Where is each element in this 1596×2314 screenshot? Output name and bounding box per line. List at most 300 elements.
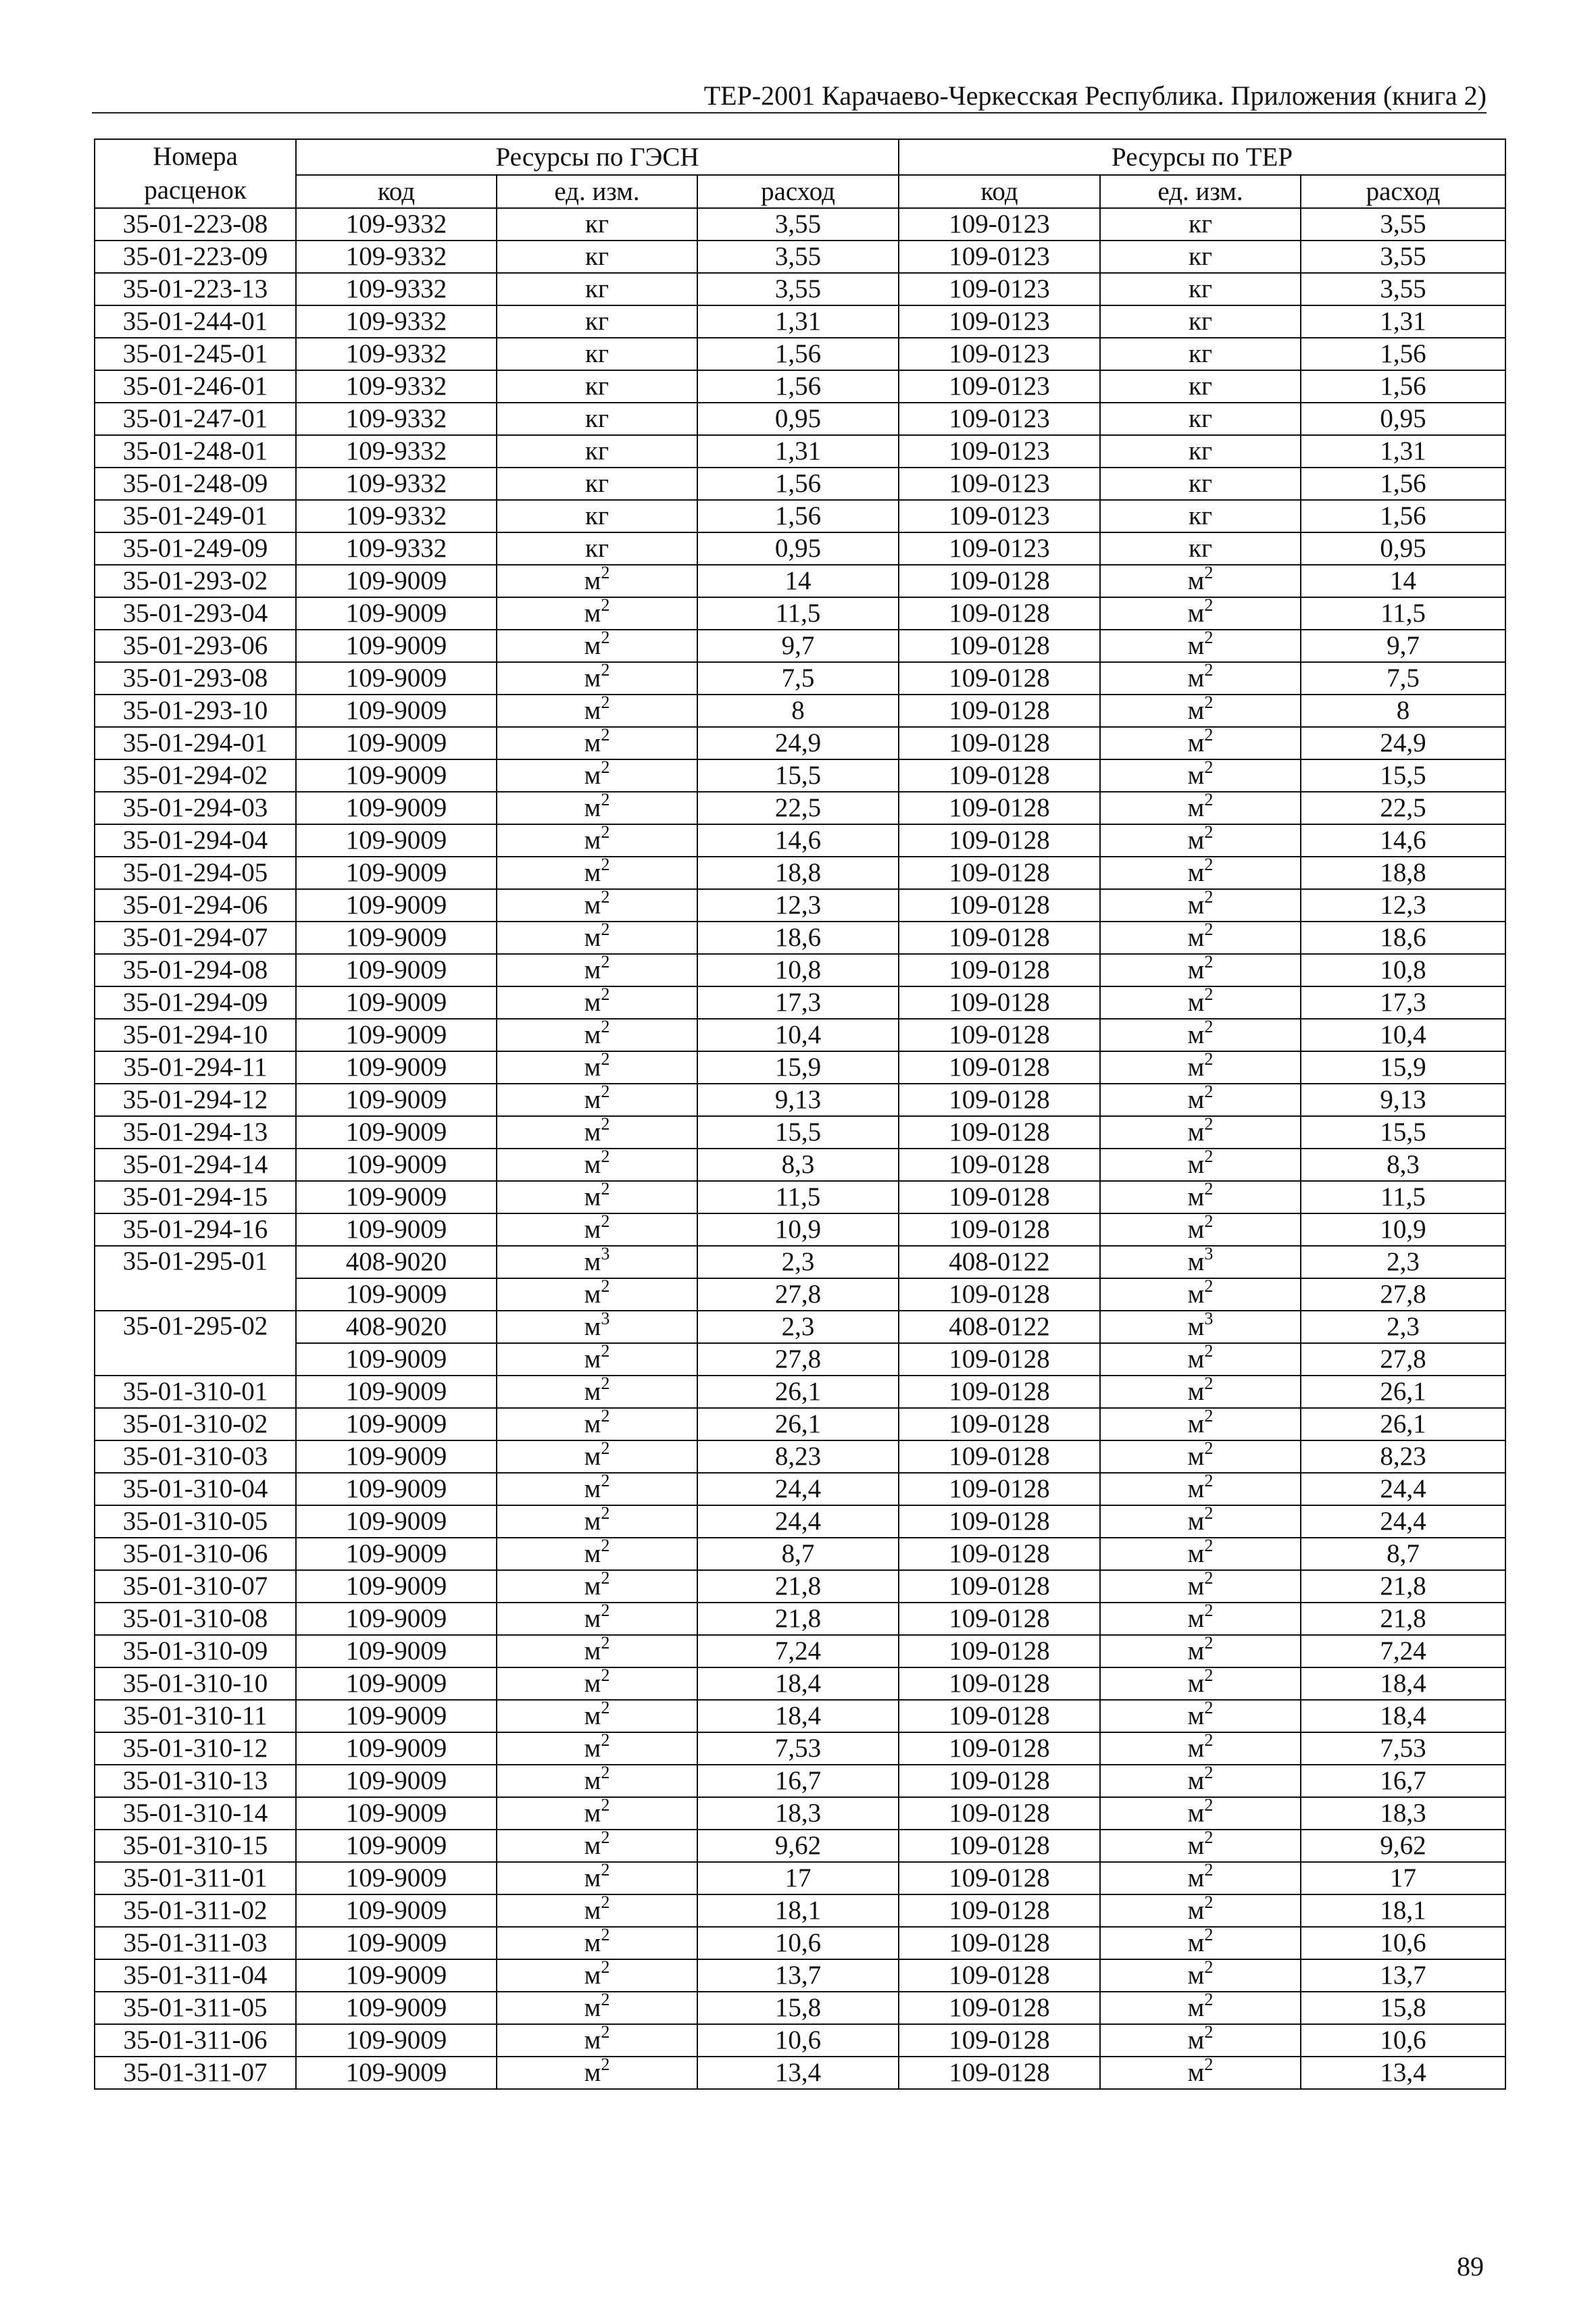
- table-row: [95, 1311, 1505, 1343]
- gesn-qty-cell: 13,7: [697, 1959, 899, 1992]
- unit-base: м: [1187, 1117, 1205, 1147]
- ter-qty-cell: 10,6: [1301, 2024, 1505, 2057]
- ter-unit-cell: [1100, 1408, 1301, 1440]
- unit-exponent: 2: [601, 1538, 610, 1555]
- table-row: [95, 1992, 1505, 2024]
- gesn-unit-cell: [497, 1116, 697, 1149]
- table-row: [95, 435, 1505, 468]
- gesn-qty-cell: 8,3: [697, 1149, 899, 1181]
- ter-qty-cell: 14: [1301, 565, 1505, 597]
- gesn-qty-cell: 14: [697, 565, 899, 597]
- gesn-unit-cell: [497, 889, 697, 922]
- gesn-code-cell: 408-9020: [296, 1246, 497, 1278]
- gesn-unit-cell: [497, 1635, 697, 1667]
- gesn-unit-cell: [497, 986, 697, 1019]
- unit-exponent: 2: [1204, 1505, 1214, 1523]
- ter-code-cell: 109-0128: [899, 1732, 1100, 1765]
- gesn-unit-cell: [497, 2057, 697, 2089]
- table-row: [95, 241, 1505, 273]
- gesn-code-cell: 109-9332: [296, 208, 497, 241]
- table-row: [95, 305, 1505, 338]
- unit-base: м: [584, 1928, 601, 1957]
- ter-qty-cell: 14,6: [1301, 824, 1505, 857]
- unit-exponent: 2: [1204, 1538, 1214, 1555]
- gesn-code-cell: 109-9009: [296, 1505, 497, 1538]
- ter-unit-cell: [1100, 1181, 1301, 1213]
- ter-qty-cell: 9,7: [1301, 630, 1505, 662]
- unit-exponent: 2: [601, 1797, 610, 1815]
- unit-base: м: [1187, 1150, 1205, 1179]
- unit-base: м: [1187, 1799, 1205, 1828]
- gesn-unit-cell: кг: [497, 208, 697, 241]
- gesn-code-cell: 109-9009: [296, 1473, 497, 1505]
- unit-exponent: 2: [1204, 1149, 1214, 1166]
- table-row: [95, 1635, 1505, 1667]
- rate-number-cell: 35-01-310-03: [95, 1440, 296, 1473]
- ter-unit-cell: [1100, 1505, 1301, 1538]
- unit-exponent: 2: [601, 1278, 610, 1296]
- table-row: [95, 1830, 1505, 1862]
- ter-qty-cell: 27,8: [1301, 1278, 1505, 1311]
- gesn-qty-cell: 1,31: [697, 305, 899, 338]
- unit-base: м: [1187, 1669, 1205, 1698]
- gesn-code-cell: 109-9332: [296, 435, 497, 468]
- ter-qty-cell: 24,4: [1301, 1505, 1505, 1538]
- ter-unit-cell: [1100, 1570, 1301, 1603]
- gesn-code-cell: 109-9009: [296, 1213, 497, 1246]
- unit-exponent: 2: [601, 824, 610, 842]
- gesn-qty-cell: 3,55: [697, 241, 899, 273]
- table-row: [95, 1959, 1505, 1992]
- gesn-unit-cell: [497, 1732, 697, 1765]
- table-row: [95, 1927, 1505, 1959]
- rate-number-cell: 35-01-294-07: [95, 922, 296, 954]
- gesn-code-cell: 109-9009: [296, 1765, 497, 1797]
- unit-base: м: [584, 1442, 601, 1471]
- gesn-code-cell: 109-9009: [296, 1376, 497, 1408]
- ter-unit-cell: [1100, 1246, 1301, 1278]
- gesn-qty-cell: 17,3: [697, 986, 899, 1019]
- rate-number-cell: 35-01-293-10: [95, 695, 296, 727]
- gesn-code-cell: 109-9332: [296, 305, 497, 338]
- ter-unit-cell: кг: [1100, 468, 1301, 500]
- ter-code-cell: 408-0122: [899, 1246, 1100, 1278]
- ter-unit-cell: [1100, 1440, 1301, 1473]
- table-row: [95, 792, 1505, 824]
- unit-base: м: [584, 1863, 601, 1892]
- rate-number-cell: 35-01-310-14: [95, 1797, 296, 1830]
- unit-base: м: [1187, 1993, 1205, 2022]
- gesn-qty-cell: 24,9: [697, 727, 899, 759]
- table-row: [95, 759, 1505, 792]
- ter-code-cell: 109-0128: [899, 2024, 1100, 2057]
- rate-number-cell: 35-01-294-08: [95, 954, 296, 986]
- unit-base: м: [584, 1961, 601, 1990]
- unit-exponent: 2: [1204, 1343, 1214, 1361]
- ter-qty-cell: 10,8: [1301, 954, 1505, 986]
- unit-exponent: 2: [601, 1149, 610, 1166]
- gesn-unit-cell: кг: [497, 241, 697, 273]
- unit-base: м: [1187, 1280, 1205, 1309]
- unit-base: м: [584, 1053, 601, 1082]
- unit-exponent: 2: [601, 1700, 610, 1717]
- gesn-qty-cell: 21,8: [697, 1603, 899, 1635]
- unit-base: м: [584, 955, 601, 984]
- table-row: [95, 954, 1505, 986]
- table-row: [95, 1894, 1505, 1927]
- rate-number-cell: 35-01-310-04: [95, 1473, 296, 1505]
- gesn-code-cell: 109-9009: [296, 662, 497, 695]
- ter-code-cell: 109-0128: [899, 662, 1100, 695]
- ter-unit-cell: [1100, 922, 1301, 954]
- unit-base: м: [584, 1507, 601, 1536]
- ter-code-cell: 109-0128: [899, 1376, 1100, 1408]
- unit-base: м: [1187, 826, 1205, 855]
- unit-base: м: [1187, 988, 1205, 1017]
- ter-qty-cell: 10,6: [1301, 1927, 1505, 1959]
- unit-base: м: [584, 1150, 601, 1179]
- ter-code-cell: 109-0128: [899, 695, 1100, 727]
- table-row: [95, 1570, 1505, 1603]
- ter-code-cell: 109-0128: [899, 630, 1100, 662]
- ter-code-cell: 109-0128: [899, 986, 1100, 1019]
- table-body: [95, 208, 1505, 2089]
- rate-number-cell: 35-01-293-08: [95, 662, 296, 695]
- ter-qty-cell: 18,4: [1301, 1667, 1505, 1700]
- ter-qty-cell: 7,53: [1301, 1732, 1505, 1765]
- gesn-unit-cell: [497, 824, 697, 857]
- unit-exponent: 2: [601, 597, 610, 615]
- rate-number-cell: 35-01-310-02: [95, 1408, 296, 1440]
- unit-exponent: 2: [1204, 1019, 1214, 1036]
- ter-code-cell: 109-0128: [899, 792, 1100, 824]
- unit-base: м: [584, 1085, 601, 1114]
- gesn-code-cell: 109-9332: [296, 241, 497, 273]
- table-row: [95, 1603, 1505, 1635]
- unit-base: м: [1187, 631, 1205, 660]
- gesn-qty-cell: 8: [697, 695, 899, 727]
- gesn-qty-cell: 27,8: [697, 1278, 899, 1311]
- gesn-qty-cell: 22,5: [697, 792, 899, 824]
- unit-base: м: [1187, 2058, 1205, 2087]
- unit-base: м: [1187, 566, 1205, 595]
- ter-code-cell: 109-0128: [899, 759, 1100, 792]
- unit-base: м: [1187, 1766, 1205, 1795]
- unit-base: м: [1187, 1442, 1205, 1471]
- table-row: [95, 662, 1505, 695]
- gesn-qty-cell: 0,95: [697, 532, 899, 565]
- resources-table: [94, 139, 1506, 2090]
- unit-base: м: [584, 1604, 601, 1633]
- ter-code-cell: 109-0128: [899, 1927, 1100, 1959]
- unit-base: м: [1187, 1085, 1205, 1114]
- gesn-code-cell: 109-9009: [296, 922, 497, 954]
- ter-unit-cell: [1100, 954, 1301, 986]
- ter-qty-cell: 9,62: [1301, 1830, 1505, 1862]
- ter-unit-cell: [1100, 1019, 1301, 1051]
- ter-code-header: код: [899, 175, 1100, 208]
- gesn-unit-cell: [497, 1473, 697, 1505]
- table-row: [95, 338, 1505, 370]
- rate-number-cell: 35-01-244-01: [95, 305, 296, 338]
- table-row: [95, 1473, 1505, 1505]
- unit-exponent: 2: [601, 1603, 610, 1620]
- table-row: [95, 727, 1505, 759]
- unit-base: м: [1187, 1215, 1205, 1244]
- ter-qty-cell: 21,8: [1301, 1570, 1505, 1603]
- unit-exponent: 2: [601, 1830, 610, 1847]
- rate-number-cell: 35-01-293-04: [95, 597, 296, 630]
- table-row: [95, 2024, 1505, 2057]
- ter-unit-cell: [1100, 889, 1301, 922]
- table-row: [95, 1019, 1505, 1051]
- gesn-code-cell: 109-9332: [296, 370, 497, 403]
- ter-code-cell: 109-0123: [899, 500, 1100, 532]
- ter-qty-cell: 11,5: [1301, 1181, 1505, 1213]
- gesn-qty-cell: 10,9: [697, 1213, 899, 1246]
- rate-number-cell: 35-01-310-13: [95, 1765, 296, 1797]
- unit-exponent: 2: [1204, 1927, 1214, 1944]
- gesn-unit-cell: [497, 1894, 697, 1927]
- unit-exponent: 2: [601, 1408, 610, 1426]
- ter-qty-cell: 8,23: [1301, 1440, 1505, 1473]
- unit-base: м: [584, 1896, 601, 1925]
- ter-unit-cell: [1100, 1473, 1301, 1505]
- table-row: [95, 597, 1505, 630]
- table-row: [95, 1246, 1505, 1278]
- unit-base: м: [1187, 1474, 1205, 1503]
- gesn-qty-cell: 2,3: [697, 1311, 899, 1343]
- rate-number-cell: 35-01-245-01: [95, 338, 296, 370]
- ter-qty-cell: 1,56: [1301, 500, 1505, 532]
- ter-unit-cell: [1100, 565, 1301, 597]
- unit-exponent: 2: [1204, 2057, 1214, 2074]
- rate-number-cell: 35-01-294-10: [95, 1019, 296, 1051]
- ter-code-cell: 109-0123: [899, 370, 1100, 403]
- gesn-qty-cell: 24,4: [697, 1473, 899, 1505]
- ter-code-cell: 109-0123: [899, 532, 1100, 565]
- gesn-unit-cell: [497, 597, 697, 630]
- unit-base: м: [1187, 1409, 1205, 1438]
- ter-qty-cell: 17: [1301, 1862, 1505, 1894]
- table-row: [95, 1084, 1505, 1116]
- gesn-qty-cell: 7,5: [697, 662, 899, 695]
- gesn-unit-cell: [497, 1246, 697, 1278]
- unit-base: м: [584, 793, 601, 822]
- ter-code-cell: 109-0128: [899, 1343, 1100, 1376]
- unit-exponent: 2: [1204, 1213, 1214, 1231]
- ter-qty-cell: 1,56: [1301, 370, 1505, 403]
- gesn-qty-cell: 18,1: [697, 1894, 899, 1927]
- table-row: [95, 273, 1505, 305]
- ter-unit-cell: [1100, 1992, 1301, 2024]
- ter-code-cell: 109-0123: [899, 435, 1100, 468]
- unit-base: м: [584, 988, 601, 1017]
- unit-exponent: 2: [1204, 2024, 1214, 2042]
- unit-base: м: [1187, 728, 1205, 757]
- rate-number-cell: 35-01-294-12: [95, 1084, 296, 1116]
- unit-base: м: [584, 1539, 601, 1568]
- gesn-unit-cell: [497, 1343, 697, 1376]
- ter-unit-cell: [1100, 1376, 1301, 1408]
- rate-number-cell: 35-01-310-11: [95, 1700, 296, 1732]
- gesn-qty-cell: 10,6: [697, 2024, 899, 2057]
- unit-exponent: 2: [1204, 727, 1214, 745]
- gesn-code-cell: 109-9009: [296, 1700, 497, 1732]
- ter-code-cell: 109-0128: [899, 1570, 1100, 1603]
- unit-exponent: 2: [1204, 1116, 1214, 1134]
- unit-base: м: [584, 1669, 601, 1698]
- ter-qty-cell: 1,31: [1301, 435, 1505, 468]
- unit-base: м: [584, 826, 601, 855]
- gesn-unit-cell: [497, 1862, 697, 1894]
- unit-exponent: 2: [1204, 1278, 1214, 1296]
- table-row: [95, 1797, 1505, 1830]
- unit-exponent: 2: [601, 1213, 610, 1231]
- ter-unit-cell: [1100, 857, 1301, 889]
- unit-base: м: [1187, 1344, 1205, 1374]
- gesn-qty-cell: 9,13: [697, 1084, 899, 1116]
- unit-exponent: 2: [601, 1862, 610, 1880]
- gesn-unit-cell: [497, 1959, 697, 1992]
- unit-exponent: 2: [1204, 857, 1214, 874]
- gesn-code-cell: 109-9009: [296, 1149, 497, 1181]
- rate-number-cell: 35-01-294-11: [95, 1051, 296, 1084]
- rate-number-cell: 35-01-311-07: [95, 2057, 296, 2089]
- unit-base: м: [1187, 1312, 1205, 1341]
- unit-base: м: [1187, 761, 1205, 790]
- gesn-qty-cell: 15,9: [697, 1051, 899, 1084]
- unit-base: м: [584, 1117, 601, 1147]
- table-row: [95, 824, 1505, 857]
- gesn-code-cell: 408-9020: [296, 1311, 497, 1343]
- gesn-unit-cell: [497, 1765, 697, 1797]
- unit-exponent: 2: [1204, 1603, 1214, 1620]
- rate-number-cell: 35-01-295-01: [95, 1246, 296, 1311]
- gesn-code-cell: 109-9009: [296, 824, 497, 857]
- unit-base: м: [1187, 793, 1205, 822]
- gesn-qty-cell: 11,5: [697, 597, 899, 630]
- unit-exponent: 2: [601, 662, 610, 680]
- gesn-code-cell: 109-9009: [296, 857, 497, 889]
- ter-qty-cell: 7,24: [1301, 1635, 1505, 1667]
- unit-exponent: 2: [601, 1440, 610, 1458]
- gesn-unit-cell: [497, 1797, 697, 1830]
- gesn-code-cell: 109-9009: [296, 1440, 497, 1473]
- gesn-code-cell: 109-9009: [296, 565, 497, 597]
- gesn-qty-cell: 16,7: [697, 1765, 899, 1797]
- unit-exponent: 3: [1204, 1311, 1214, 1328]
- gesn-qty-cell: 18,8: [697, 857, 899, 889]
- unit-exponent: 2: [601, 2057, 610, 2074]
- gesn-unit-cell: [497, 792, 697, 824]
- rate-number-cell: 35-01-294-01: [95, 727, 296, 759]
- gesn-unit-cell: [497, 1051, 697, 1084]
- ter-unit-cell: [1100, 1635, 1301, 1667]
- rate-number-cell: 35-01-310-12: [95, 1732, 296, 1765]
- gesn-unit-cell: [497, 1440, 697, 1473]
- table-row: [95, 1408, 1505, 1440]
- ter-code-cell: 109-0123: [899, 208, 1100, 241]
- gesn-code-cell: 109-9332: [296, 468, 497, 500]
- gesn-qty-cell: 10,4: [697, 1019, 899, 1051]
- gesn-unit-cell: кг: [497, 403, 697, 435]
- unit-base: м: [1187, 1863, 1205, 1892]
- unit-exponent: 2: [601, 630, 610, 647]
- rate-number-cell: 35-01-294-09: [95, 986, 296, 1019]
- gesn-unit-cell: кг: [497, 338, 697, 370]
- unit-exponent: 3: [601, 1246, 610, 1263]
- unit-base: м: [1187, 1734, 1205, 1763]
- unit-base: м: [1187, 2026, 1205, 2055]
- ter-unit-cell: [1100, 1765, 1301, 1797]
- unit-exponent: 2: [1204, 1084, 1214, 1101]
- ter-unit-cell: кг: [1100, 532, 1301, 565]
- unit-base: м: [584, 1377, 601, 1406]
- ter-qty-cell: 18,1: [1301, 1894, 1505, 1927]
- unit-exponent: 2: [601, 954, 610, 972]
- gesn-qty-cell: 1,31: [697, 435, 899, 468]
- ter-qty-cell: 24,9: [1301, 727, 1505, 759]
- ter-code-cell: 109-0128: [899, 2057, 1100, 2089]
- gesn-code-cell: 109-9009: [296, 1570, 497, 1603]
- gesn-qty-cell: 18,3: [697, 1797, 899, 1830]
- gesn-qty-cell: 18,4: [697, 1667, 899, 1700]
- ter-unit-cell: [1100, 824, 1301, 857]
- ter-qty-cell: 0,95: [1301, 403, 1505, 435]
- rate-number-cell: 35-01-223-08: [95, 208, 296, 241]
- rate-number-cell: 35-01-311-05: [95, 1992, 296, 2024]
- unit-base: м: [1187, 1701, 1205, 1730]
- unit-exponent: 2: [601, 986, 610, 1004]
- ter-qty-cell: 2,3: [1301, 1311, 1505, 1343]
- gesn-unit-cell: кг: [497, 468, 697, 500]
- gesn-code-header: код: [296, 175, 497, 208]
- gesn-code-cell: 109-9009: [296, 986, 497, 1019]
- ter-code-cell: 109-0128: [899, 1667, 1100, 1700]
- unit-exponent: 2: [601, 1894, 610, 1912]
- ter-qty-header: расход: [1301, 175, 1505, 208]
- table-row: [95, 1376, 1505, 1408]
- ter-code-cell: 109-0128: [899, 597, 1100, 630]
- unit-exponent: 2: [601, 1343, 610, 1361]
- ter-qty-cell: 8,3: [1301, 1149, 1505, 1181]
- gesn-code-cell: 109-9009: [296, 1051, 497, 1084]
- unit-exponent: 2: [1204, 1959, 1214, 1977]
- unit-exponent: 2: [1204, 1181, 1214, 1199]
- unit-base: м: [1187, 955, 1205, 984]
- unit-base: м: [584, 1344, 601, 1374]
- gesn-unit-cell: [497, 922, 697, 954]
- ter-code-cell: 109-0128: [899, 1862, 1100, 1894]
- unit-base: м: [584, 2058, 601, 2087]
- gesn-qty-cell: 26,1: [697, 1408, 899, 1440]
- unit-base: м: [584, 663, 601, 693]
- ter-unit-cell: [1100, 630, 1301, 662]
- gesn-code-cell: 109-9009: [296, 2024, 497, 2057]
- unit-exponent: 2: [601, 727, 610, 745]
- unit-exponent: 2: [1204, 1732, 1214, 1750]
- unit-exponent: 2: [601, 1181, 610, 1199]
- unit-exponent: 2: [601, 1732, 610, 1750]
- ter-qty-cell: 27,8: [1301, 1343, 1505, 1376]
- gesn-qty-cell: 12,3: [697, 889, 899, 922]
- rate-number-cell: 35-01-293-06: [95, 630, 296, 662]
- unit-exponent: 2: [1204, 1635, 1214, 1653]
- unit-exponent: 2: [1204, 1992, 1214, 2009]
- col-rate-header: Номера расценок: [95, 139, 296, 208]
- ter-qty-cell: 10,9: [1301, 1213, 1505, 1246]
